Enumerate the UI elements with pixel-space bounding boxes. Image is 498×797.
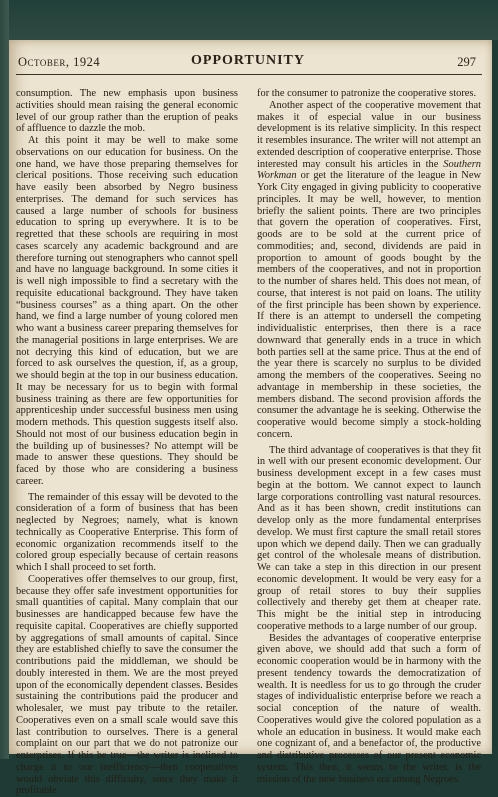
journal-title: OPPORTUNITY [191,53,305,68]
paragraph: The remainder of this essay will be devoted to the consideration of a form of business that has been neglected by Negroes; namely, what is known technically as Cooperative Enterprise. This form of economic organization recommends itself to the colored group especially because of certain reasons which I shall proceed to set forth. [16,491,238,573]
book-edge [9,0,498,40]
right-column [257,88,481,785]
header-rule [16,74,482,75]
paragraph: Besides the advantages of cooperative enterprise given above, we should add that such a form of economic cooperation would be in harmony with the present tendency towards the democratization of wealth. It is needless for us to go through the cruder stages of individualistic enterprise before we reach a social conception of the nature of wealth. Cooperatives would give the colored population as a whole an education in business. It would make each one cognizant of, and a benefactor of, the productive and distributive processes of our present economic system. This then, it seems to the writer, is the mission of the new business era among Negroes. [257,632,481,785]
book-spine [0,0,9,759]
paragraph: consumption. The new emphasis upon business activities should mean raising the general economic level of our group rather than the eruption of peaks of affluence to dazzle the mob. [16,88,238,135]
paragraph-text: or get the literature of the league in New York City engaged in giving publicity to cooperative principles. It may be well, however, to mention briefly the salient points. There are two principles that govern the operation of cooperatives. First, goods are to be sold at the current price of commodities; and, second, dividends are paid in proportion to amount of goods bought by the members of the cooperatives, and not in proportion to the number of shares held. This does not mean, of course, that interest is not paid on loans. The utility of the first principle has been shown by experience. If there is an attempt to undersell the competing individualistic enterprises, then there is a race downward that generally ends in a truce in which both parties sell at the same price. Thus at the end of the year there is scarcely no surplus to be divided among the members of the cooperatives. Seeing no advantage in membership in these societies, the members disband. The second provision affords the consumer the advantage he is seeking. Otherwise the cooperative would become simply a stock-holding concern. [257,170,481,440]
running-header [14,53,482,71]
left-column [16,88,238,797]
paragraph: The third advantage of cooperatives is that they fit in well with our present economic development. Our business development except in a few cases must begin at the bottom. We cannot expect to launch large corporations controlling vast natural resources. And as it has been shown, credit institutions can develop only as the more fundamental enterprises develop. We must first capture the small retail stores upon which we depend daily. Then we can gradually get control of the wholesale means of distribution. We can take a step in this direction in our present economic development. It would be very easy for a group of retail stores to buy their supplies collectively and thereby get them at cheaper rate. This might be the initial step in introducing cooperative methods to a large number of our group. [257,444,481,632]
publication-name: Southern Workman [257,158,481,182]
paragraph: for the consumer to patronize the cooperative stores. [257,88,477,99]
paragraph: Cooperatives offer themselves to our group, first, because they offer safe investment opportunities for small quantities of capital. Many complain that our businesses are handicapped because few have the requisite capital. Cooperatives are chiefly supported by aggregations of small amounts of capital. Since they are established chiefly to save the consumer the contributions paid the middleman, we should be doubly interested in them. We are the most preyed upon of the economically dependent classes. Besides sustaining the contributions paid the producer and wholesaler, we must pay tribute to the retailer. Cooperatives even on a small scale would save this last contribution to ourselves. There is a general complaint on our part that we do not patronize our enterprises. If this be true—the writer is inclined to charge it to our inefficiency—then cooperatives would obviate this difficulty, since they make it profitable [16,573,238,797]
issue-date: October, 1924 [18,55,101,69]
paragraph: At this point it may be well to make some observations on our education for business. On the one hand, we have those preparing themselves for clerical positions. Those receiving such education have easily been absorbed by Negro business enterprises. The demand for such services has caused a large number of schools for business education to spring up everywhere. It is to be regretted that these schools are requiring in most cases scarcely any academic background and are therefore turning out stenographers who cannot spell and have no language background. In some cities it is well nigh impossible to find a secretary with the requisite educational background. They have taken “business courses” as a thing apart. On the other hand, we find a large number of young colored men who want a business career preparing themselves for the managerial positions in large enterprises. We are not decrying this kind of education, but we are forced to ask ourselves the question, if, as a group, we should begin at the top in our business education. It may be necessary for us to begin with formal business training as there are few opportunities for apprenticeship under successful business men using modern methods. This question suggests itself also. Should not most of our business education begin in the building up of businesses? No attempt will be made to answer these questions. They should be faced by those who are considering a business career. [16,135,238,487]
paragraph-text: Another aspect of the cooperative movement that makes it of especial value in our business development is its relative simplicity. In this respect it resembles insurance. The writer will not attempt an extended description of cooperative enterprise. Those interested may consult his articles in the [257,99,481,170]
page-number: 297 [457,55,476,69]
paragraph [257,100,481,441]
